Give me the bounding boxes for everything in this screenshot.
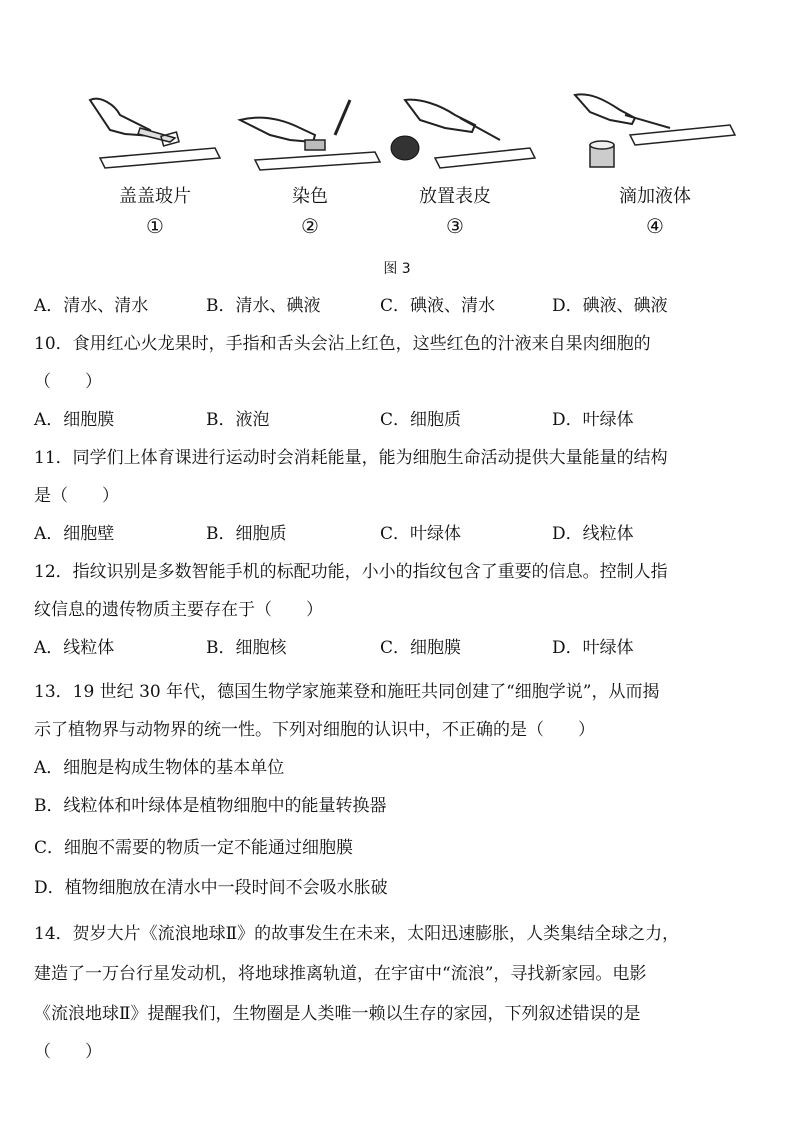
q11-stem-line1: 11．同学们上体育课进行运动时会消耗能量，能为细胞生命活动提供大量能量的结构 [34, 448, 668, 468]
q9-option-a: A．清水、清水 [34, 296, 149, 316]
q11-option-c: C．叶绿体 [380, 524, 462, 544]
step-staining [235, 90, 385, 250]
cover-slip-icon [80, 90, 230, 180]
q10-stem-line1: 10．食用红心火龙果时，手指和舌头会沾上红色，这些红色的汁液来自果肉细胞的 [34, 334, 651, 354]
figure-caption: 图 3 [383, 261, 411, 277]
q14-stem-line4: （ ） [34, 1042, 102, 1062]
step-label: 滴加液体 [619, 186, 691, 207]
q12-stem-line1: 12．指纹识别是多数智能手机的标配功能，小小的指纹包含了重要的信息。控制人指 [34, 562, 668, 582]
step-number: ② [301, 214, 319, 238]
q14-stem-line3: 《流浪地球Ⅱ》提醒我们，生物圈是人类唯一赖以生存的家园，下列叙述错误的是 [34, 1004, 641, 1024]
q13-option-a: A．细胞是构成生物体的基本单位 [34, 758, 285, 778]
q12-option-a: A．线粒体 [34, 638, 115, 658]
step-number: ④ [646, 214, 664, 238]
q10-option-a: A．细胞膜 [34, 410, 115, 430]
q13-stem-line2: 示了植物界与动物界的统一性。下列对细胞的认识中，不正确的是（ ） [34, 720, 595, 740]
q14-stem-line1: 14．贺岁大片《流浪地球Ⅱ》的故事发生在未来，太阳迅速膨胀，人类集结全球之力， [34, 924, 680, 944]
step-label: 染色 [292, 186, 328, 207]
experiment-figure [80, 90, 740, 280]
q9-option-c: C．碘液、清水 [380, 296, 496, 316]
q12-option-d: D．叶绿体 [552, 638, 634, 658]
q13-option-b: B．线粒体和叶绿体是植物细胞中的能量转换器 [34, 796, 387, 816]
q12-option-b: B．细胞核 [206, 638, 287, 658]
add-liquid-icon [550, 90, 740, 180]
q11-option-a: A．细胞壁 [34, 524, 115, 544]
q9-option-b: B．清水、碘液 [206, 296, 321, 316]
q12-option-c: C．细胞膜 [380, 638, 462, 658]
q14-stem-line2: 建造了一万台行星发动机，将地球推离轨道，在宇宙中“流浪”，寻找新家园。电影 [34, 964, 647, 984]
step-label: 盖盖玻片 [119, 186, 191, 207]
step-number: ③ [446, 214, 464, 238]
q13-stem-line1: 13．19 世纪 30 年代，德国生物学家施莱登和施旺共同创建了“细胞学说”，从而揭 [34, 682, 660, 702]
q10-option-d: D．叶绿体 [552, 410, 634, 430]
step-add-liquid [550, 90, 740, 250]
step-label: 放置表皮 [419, 186, 491, 207]
q12-stem-line2: 纹信息的遗传物质主要存在于（ ） [34, 600, 323, 620]
q11-stem-line2: 是（ ） [34, 486, 119, 506]
q11-option-b: B．细胞质 [206, 524, 287, 544]
step-cover-slip [80, 90, 230, 250]
step-number: ① [146, 214, 164, 238]
q9-option-d: D．碘液、碘液 [552, 296, 668, 316]
q10-option-c: C．细胞质 [380, 410, 462, 430]
q10-stem-line2: （ ） [34, 372, 102, 392]
place-epidermis-icon [380, 90, 540, 180]
q13-option-c: C．细胞不需要的物质一定不能通过细胞膜 [34, 838, 354, 858]
q10-option-b: B．液泡 [206, 410, 270, 430]
q11-option-d: D．线粒体 [552, 524, 634, 544]
step-place-epidermis [380, 90, 530, 250]
staining-icon [235, 90, 385, 180]
q13-option-d: D．植物细胞放在清水中一段时间不会吸水胀破 [34, 878, 388, 898]
